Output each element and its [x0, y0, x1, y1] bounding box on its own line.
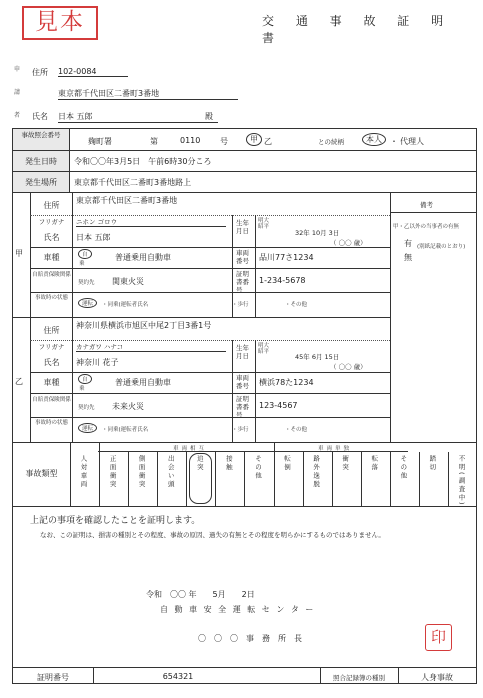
certify-main: 上記の事項を確認したことを証明します。: [30, 516, 201, 526]
party-a-kana: ニホン ゴロウ: [76, 217, 226, 227]
reception-dai: 第: [150, 137, 158, 146]
applicant-honorific: 殿: [205, 112, 213, 121]
reception-label: 事故照会番号: [21, 131, 61, 139]
reception-gou: 号: [220, 137, 228, 146]
accident-type-3: 出会い頭: [166, 455, 175, 489]
party-a-cert-label: 証明書番号: [236, 270, 249, 294]
party-a-insurance: 関東火災: [112, 277, 144, 286]
party-a-car-mark-2: 乗: [79, 261, 85, 267]
reception-relation-selected: 本人: [362, 133, 386, 146]
applicant-name: 日本 五郎: [58, 111, 218, 123]
applicant-side-1: 申: [14, 66, 21, 73]
official-seal: 印: [425, 624, 452, 651]
party-b-dob: 45年 6月 15日: [295, 353, 340, 361]
accident-type-4: 追突: [195, 455, 204, 472]
remarks-label: 備考: [420, 201, 433, 209]
party-a-address: 東京都千代田区二番町3番地: [76, 196, 178, 205]
party-a-state-walk: ・歩行: [232, 302, 249, 308]
footer-kind: 人身事故: [421, 673, 453, 682]
director-title: 〇 〇 〇 事 務 所 長: [198, 634, 302, 643]
reception-party-2: 乙: [264, 137, 272, 146]
sample-stamp: 見本: [22, 6, 98, 40]
party-b-age: （ 〇〇 歳）: [330, 363, 367, 371]
remarks-note-2: (別紙記載のとおり): [417, 244, 466, 250]
party-b-car: 普通乗用自動車: [115, 378, 171, 387]
party-a-state-other: ・その他: [285, 302, 308, 308]
reception-office: 麹町署: [88, 137, 112, 146]
party-b-address: 神奈川県横浜市旭区中尾2丁目3番1号: [76, 321, 212, 330]
footer-kind-label: 照合記録簿の種別: [333, 674, 385, 682]
accident-type-0: 人対車両: [79, 455, 88, 489]
applicant-address-label: 住所: [32, 68, 48, 77]
party-a-name: 日本 五郎: [76, 233, 111, 242]
party-b-side: 乙: [15, 377, 23, 386]
occurred-value: 令和〇〇年3月5日 午前6時30分ころ: [74, 157, 212, 166]
party-a-state-label: 事故時の状態: [34, 295, 68, 301]
party-b-kana: カナガワ ハナコ: [76, 342, 226, 352]
party-b-name: 神奈川 花子: [76, 358, 119, 367]
footer-number: 654321: [162, 672, 194, 681]
accident-group-vehicle-single: 車両単独: [317, 446, 352, 452]
party-b-car-mark: 自: [78, 374, 92, 384]
center-name: 自 動 車 安 全 運 転 セ ン タ ー: [160, 605, 316, 614]
party-b-era: 明大昭平: [258, 343, 270, 355]
party-b-state-other: ・その他: [285, 427, 308, 433]
reception-number: 0110: [180, 136, 201, 145]
party-a-dob-label: 生年月日: [236, 219, 249, 235]
party-b-insurance-mark: 契約先: [78, 405, 95, 411]
accident-type-11: その他: [399, 455, 408, 481]
accident-type-5: 接触: [224, 455, 233, 472]
party-a-car-mark: 自: [78, 249, 92, 259]
party-b-state-main: 運転: [78, 423, 97, 433]
party-a-name-label: 氏名: [43, 233, 60, 242]
party-a-insurance-label: 自賠責保険関係: [32, 272, 71, 278]
accident-type-8: 路外逸脱: [312, 455, 321, 489]
reception-relation-prefix: との続柄: [318, 138, 344, 146]
applicant-side-3: 者: [14, 112, 21, 119]
party-b-car-mark-2: 乗: [79, 386, 85, 392]
party-a-car-label: 車種: [43, 253, 60, 262]
party-a-furigana-label: フリガナ: [38, 218, 65, 226]
party-b-cert: 123-4567: [259, 401, 298, 410]
party-a-state-main: 運転: [78, 298, 97, 308]
accident-type-12: 踏切: [428, 455, 437, 472]
party-a-address-label: 住所: [43, 201, 60, 210]
applicant-postal: 102-0084: [58, 67, 128, 77]
accident-type-13: 不明(調査中): [457, 455, 466, 507]
party-a-insurance-mark: 契約先: [78, 280, 95, 286]
footer-number-label: 証明番号: [37, 673, 69, 682]
accident-type-7: 転倒: [283, 455, 292, 472]
party-b-state-walk: ・歩行: [232, 427, 249, 433]
place-label: 発生場所: [25, 178, 57, 187]
accident-type-6: その他: [253, 455, 262, 481]
accident-group-vehicle-mutual: 車両相互: [172, 446, 207, 452]
accident-type-9: 衝突: [341, 455, 350, 472]
party-b-insurance-label: 自賠責保険関係: [32, 397, 71, 403]
accident-type-selected-circle: [189, 453, 212, 504]
party-b-state-rest: ・同乗(運転者氏名: [102, 427, 149, 433]
party-a-state-rest: ・同乗(運転者氏名: [102, 302, 149, 308]
party-b-cert-label: 証明書番号: [236, 395, 249, 419]
remarks-no: 無: [404, 253, 412, 262]
party-a-cert: 1-234-5678: [259, 276, 306, 285]
party-a-side: 甲: [15, 249, 23, 258]
party-b-insurance: 未来火災: [112, 402, 144, 411]
issue-date: 令和 〇〇 年 5月 2日: [146, 590, 255, 599]
party-b-address-label: 住所: [43, 326, 60, 335]
party-b-car-label: 車種: [43, 378, 60, 387]
party-a-car: 普通乗用自動車: [115, 253, 171, 262]
party-b-furigana-label: フリガナ: [38, 343, 65, 351]
applicant-address: 東京都千代田区二番町3番地: [58, 88, 238, 100]
party-b-dob-label: 生年月日: [236, 344, 249, 360]
accident-type-1: 正面衝突: [108, 455, 117, 489]
party-a-plate-label: 車両番号: [236, 249, 249, 265]
party-a-plate: 品川77さ1234: [259, 253, 314, 262]
certify-note: なお、この証明は、損害の種別とその程度、事故の原因、過失の有無とその程度を明らかにするものではありません。: [40, 531, 385, 539]
remarks-yes: 有: [404, 239, 412, 248]
remarks-note: 甲・乙以外の当事者の有無: [393, 224, 460, 230]
document-title: 交 通 事 故 証 明 書: [262, 14, 453, 45]
occurred-label: 発生日時: [25, 157, 57, 166]
reception-relation-2: 代理人: [400, 137, 424, 146]
party-b-state-label: 事故時の状態: [34, 420, 68, 426]
party-b-plate-label: 車両番号: [236, 374, 249, 390]
accident-type-2: 側面衝突: [137, 455, 146, 489]
reception-party-selected: 甲: [246, 133, 262, 146]
accident-type-label: 事故類型: [25, 469, 58, 478]
accident-type-10: 転落: [370, 455, 379, 472]
applicant-name-label: 氏名: [32, 112, 48, 121]
place-value: 東京都千代田区二番町3番地路上: [74, 178, 192, 187]
reception-relation-sep: ・: [390, 137, 398, 146]
party-b-plate: 横浜78た1234: [259, 378, 314, 387]
applicant-side-2: 請: [14, 89, 21, 96]
party-b-name-label: 氏名: [43, 358, 60, 367]
party-a-age: （ 〇〇 歳）: [330, 239, 367, 247]
party-a-dob: 32年 10月 3日: [295, 229, 340, 237]
party-a-era: 明大昭平: [258, 218, 270, 230]
